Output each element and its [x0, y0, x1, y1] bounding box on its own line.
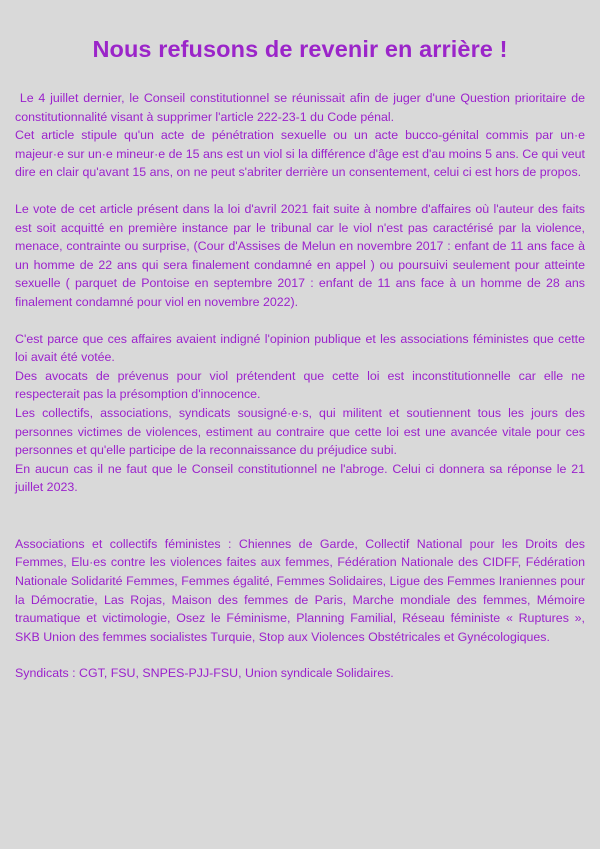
paragraph-conclusion: En aucun cas il ne faut que le Conseil constitutionnel ne l'abroge. Celui ci donnera sa réponse le 21 juillet 2023.: [15, 461, 585, 495]
paragraph-collectives-position: Les collectifs, associations, syndicats sousigné·e·s, qui militent et soutiennent tous les jours des personnes victimes de violences, estiment au contraire que cette loi est une avancée vitale pour ces personnes et qu'elle participe de la reconnaissance du préjudice subi.: [15, 405, 585, 458]
paragraph-public-opinion: C'est parce que ces affaires avaient indigné l'opinion publique et les associations féministes que cette loi avait été votée.: [15, 331, 585, 365]
paragraph-signatories-unions: Syndicats : CGT, FSU, SNPES-PJJ-FSU, Union syndicale Solidaires.: [15, 666, 394, 681]
spacer: [15, 497, 585, 535]
document-title: Nous refusons de revenir en arrière !: [92, 36, 508, 62]
paragraph-article-definition: Cet article stipule qu'un acte de pénétration sexuelle ou un acte bucco-génital commis par un·e majeur·e sur un·e mineur·e de 15 ans est un viol si la différence d'âge est d'au moins 5 ans. Ce qui veut dire en clair qu'avant 15 ans, on ne peut s'abriter derrière un consentement, celui ci est hors de propos.: [15, 128, 585, 180]
spacer: [15, 646, 585, 664]
paragraph-lawyers-claim: Des avocats de prévenus pour viol prétendent que cette loi est inconstitutionnelle car elle ne respecterait pas la présomption d'innocence.: [15, 368, 585, 402]
paragraph-intro: Le 4 juillet dernier, le Conseil constitutionnel se réunissait afin de juger d'une Question prioritaire de constitutionnalité visant à supprimer l'article 222-23-1 du Code pénal.: [15, 91, 585, 124]
spacer: [15, 182, 585, 200]
paragraph-signatories-associations: Associations et collectifs féministes : Chiennes de Garde, Collectif National pour les Droits des Femmes, Elu·es contre les violences faites aux femmes, Fédération Nationale des CIDFF, Fédération Nationale Solidarité Femmes, Femmes égalité, Femmes Solidaires, Ligue des Femmes Iraniennes pour la Démocratie, Las Rojas, Maison des femmes de Paris, Marche mondiale des femmes, Mémoire traumatique et victimologie, Osez le Féminisme, Planning Familial, Réseau féministe « Ruptures », SKB Union des femmes socialistes Turquie, Stop aux Violences Obstétricales et Gynécologiques.: [15, 536, 585, 644]
spacer: [15, 312, 585, 330]
paragraph-law-history: Le vote de cet article présent dans la loi d'avril 2021 fait suite à nombre d'affaires où l'auteur des faits est soit acquitté en première instance par le tribunal car le viol n'est pas caractérisé par la violence, menace, contrainte ou surprise, (Cour d'Assises de Melun en novembre 2017 : enfant de 11 ans face à un homme de 22 ans qui sera finalement condamné en appel ) ou poursuivi seulement pour atteinte sexuelle ( parquet de Pontoise en septembre 2017 : enfant de 11 ans face à un homme de 28 ans finalement condamné pour viol en novembre 2022).: [15, 201, 585, 309]
